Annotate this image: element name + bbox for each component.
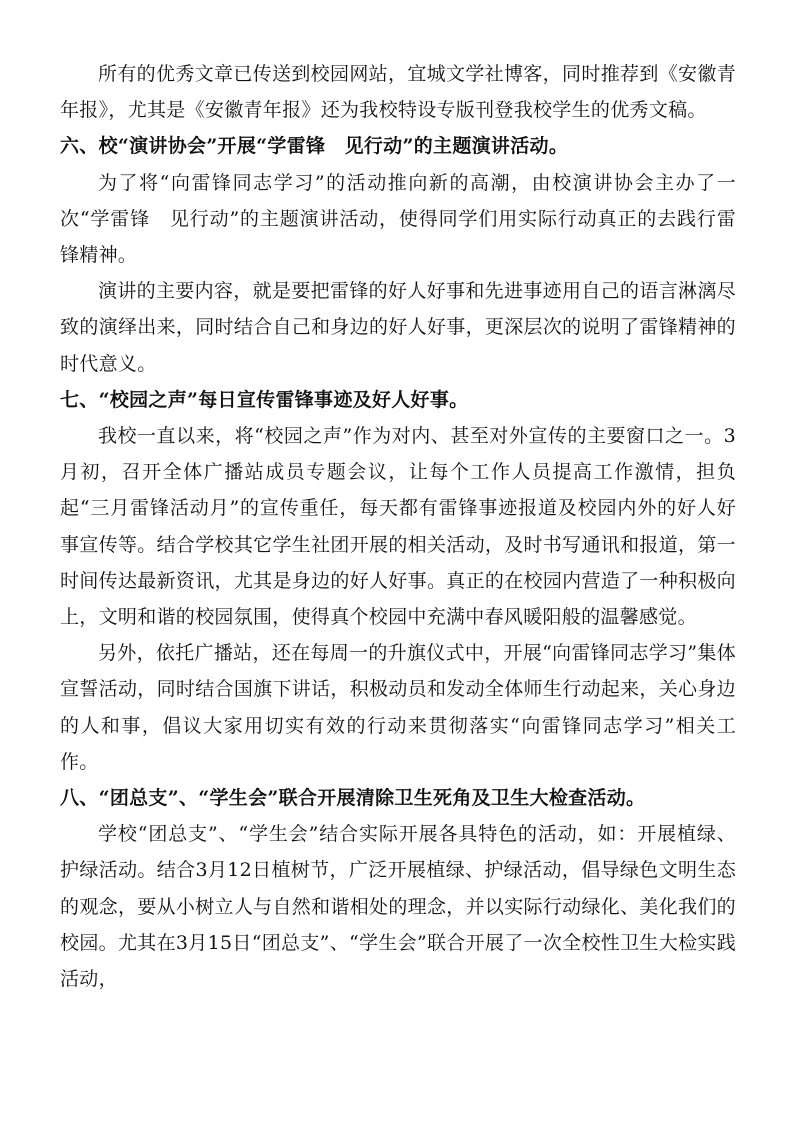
paragraph-hygiene-activity: 学校“团总支”、“学生会”结合实际开展各具特色的活动，如：开展植绿、护绿活动。结合3月12日植树节，广泛开展植绿、护绿活动，倡导绿色文明生态的观念，要从小树立人与自然和谐相处的理念，并以实际行动绿化、美化我们的校园。尤其在3月15日“团总支”、“学生会”联合开展了一次全校性卫生大检实践活动， [60, 823, 736, 991]
section-heading-eight: 八、“团总支”、“学生会”联合开展清除卫生死角及卫生大检查活动。 [60, 787, 646, 810]
paragraph-speech-content: 演讲的主要内容，就是要把雷锋的好人好事和先进事迹用自己的语言淋漓尽致的演绎出来，同时结合自己和身边的好人好事，更深层次的说明了雷锋精神的时代意义。 [60, 280, 736, 375]
section-heading-six: 六、校“演讲协会”开展“学雷锋 见行动”的主题演讲活动。 [60, 135, 569, 158]
paragraph-speech-activity: 为了将“向雷锋同志学习”的活动推向新的高潮，由校演讲协会主办了一次“学雷锋 见行动”的主题演讲活动，使得同学们用实际行动真正的去践行雷锋精神。 [60, 171, 736, 267]
document-page [60, 56, 736, 997]
section-heading-seven: 七、“校园之声”每日宣传雷锋事迹及好人好事。 [60, 388, 469, 411]
paragraph-campus-voice: 我校一直以来，将“校园之声”作为对内、甚至对外宣传的主要窗口之一。3月初，召开全体广播站成员专题会议，让每个工作人员提高工作激情，担负起“三月雷锋活动月”的宣传重任，每天都有雷锋事迹报道及校园内外的好人好事宣传等。结合学校其它学生社团开展的相关活动，及时书写通讯和报道，第一时间传达最新资讯，尤其是身边的好人好事。真正的在校园内营造了一种积极向上，文明和谐的校园氛围，使得真个校园中充满中春风暖阳般的温馨感觉。 [60, 425, 736, 629]
paragraph-flag-ceremony: 另外，依托广播站，还在每周一的升旗仪式中，开展“向雷锋同志学习”集体宣誓活动，同时结合国旗下讲话，积极动员和发动全体师生行动起来，关心身边的人和事，倡议大家用切实有效的行动来贯彻落实“向雷锋同志学习”相关工作。 [60, 642, 736, 773]
paragraph-articles-published: 所有的优秀文章已传送到校园网站，宜城文学社博客，同时推荐到《安徽青年报》，尤其是《安徽青年报》还为我校特设专版刊登我校学生的优秀文稿。 [60, 63, 736, 122]
